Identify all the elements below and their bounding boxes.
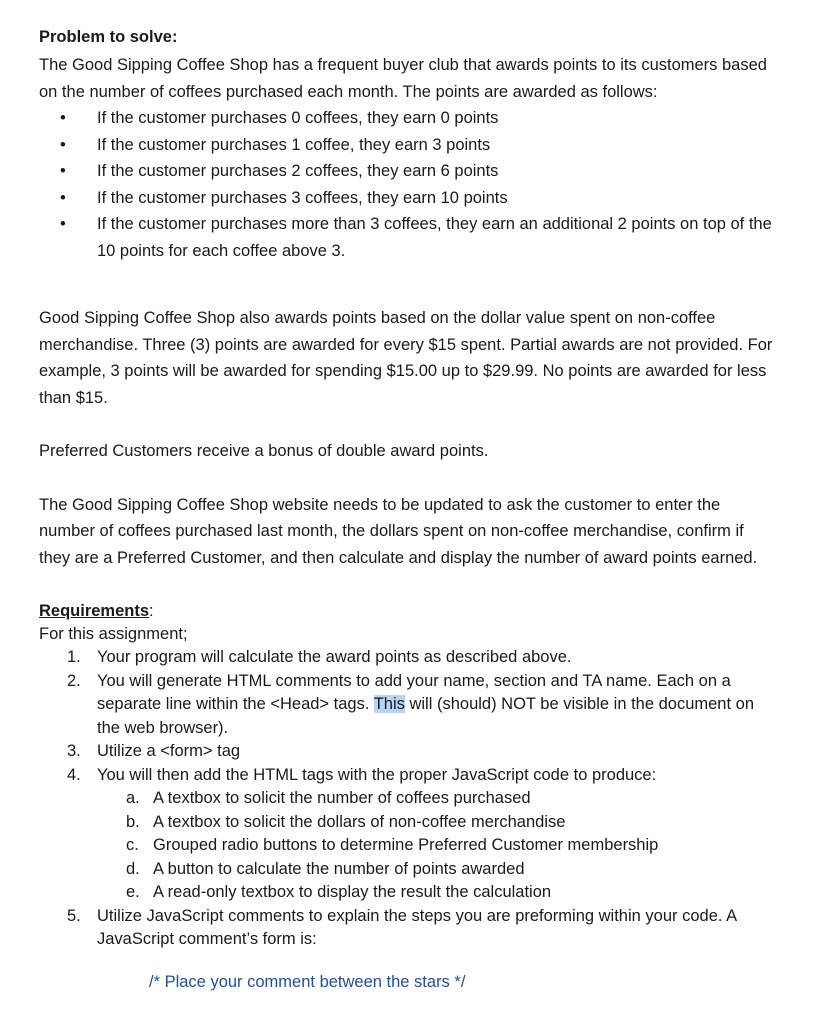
coffee-rules-list xyxy=(39,105,779,264)
sub-requirement-item: d. A button to calculate the number of points awarded xyxy=(126,859,525,878)
requirements-intro: For this assignment; xyxy=(39,625,188,643)
sub-requirement-item: b. A textbox to solicit the dollars of non-coffee merchandise xyxy=(126,812,566,831)
requirement-item: 2. You will generate HTML comments to add your name, section and TA name. Each on a separate line within the <Head> tags. This will (should) NOT be visible in the document on the web browser). xyxy=(67,671,755,737)
problem-title: Problem to solve: xyxy=(39,28,178,46)
requirement-item: 1. Your program will calculate the award points as described above. xyxy=(67,648,572,666)
js-comment-example: /* Place your comment between the stars */ xyxy=(149,972,466,991)
requirements-heading: Requirements: xyxy=(39,602,154,620)
bullet-icon: • xyxy=(60,188,66,207)
intro-paragraph: The Good Sipping Coffee Shop has a frequent buyer club that awards points to its customers based on the number of coffees purchased each month. The points are awarded as follows: xyxy=(39,56,767,101)
merchandise-paragraph: Good Sipping Coffee Shop also awards points based on the dollar value spent on non-coffee merchandise. Three (3) points are awarded for every $15 spent. Partial awards are not provided. For example, 3 points will be awarded for spending $15.00 up to $29.99. No points are awarded for less than $15. xyxy=(39,309,773,407)
requirement-item: 4. You will then add the HTML tags with the proper JavaScript code to produce: a. A textbox to solicit the number of coffees purchased b. A textbox to solicit the dollars of non-coffee merchandise c. Grouped radio buttons to determine Preferred Customer membership d. A button to calculate the number of points awarded e. A read-only textbox to display the result the calculation xyxy=(39,764,779,905)
selected-text: This xyxy=(373,695,405,713)
coffee-rule-item: • If the customer purchases 1 coffee, they earn 3 points xyxy=(39,132,779,159)
requirement-item: 5. Utilize JavaScript comments to explain the steps you are preforming within your code. A JavaScript comment’s form is: xyxy=(67,906,737,948)
document-page xyxy=(39,24,779,994)
bullet-icon: • xyxy=(60,135,66,154)
sub-requirements-list xyxy=(97,787,779,905)
coffee-rule-item: • If the customer purchases 0 coffees, they earn 0 points xyxy=(39,105,779,132)
preferred-paragraph: Preferred Customers receive a bonus of double award points. xyxy=(39,442,489,460)
bullet-icon: • xyxy=(60,109,66,127)
coffee-rule-item: • If the customer purchases 2 coffees, they earn 6 points xyxy=(39,158,779,185)
requirements-list xyxy=(39,646,779,952)
coffee-rule-item: • If the customer purchases 3 coffees, they earn 10 points xyxy=(39,185,779,212)
coffee-rule-item: • If the customer purchases more than 3 coffees, they earn an additional 2 points on top of the 10 points for each coffee above 3. xyxy=(39,211,779,264)
sub-requirement-item: e. A read-only textbox to display the result the calculation xyxy=(126,883,552,901)
requirement-item: 3. Utilize a <form> tag xyxy=(67,742,241,760)
website-paragraph: The Good Sipping Coffee Shop website needs to be updated to ask the customer to enter the number of coffees purchased last month, the dollars spent on non-coffee merchandise, confirm if they are a Preferred Customer, and then calculate and display the number of award points earned. xyxy=(39,495,758,567)
sub-requirement-item: c. Grouped radio buttons to determine Preferred Customer membership xyxy=(126,836,659,854)
bullet-icon: • xyxy=(60,215,66,233)
sub-requirement-item: a. A textbox to solicit the number of coffees purchased xyxy=(126,789,531,807)
bullet-icon: • xyxy=(60,162,66,180)
